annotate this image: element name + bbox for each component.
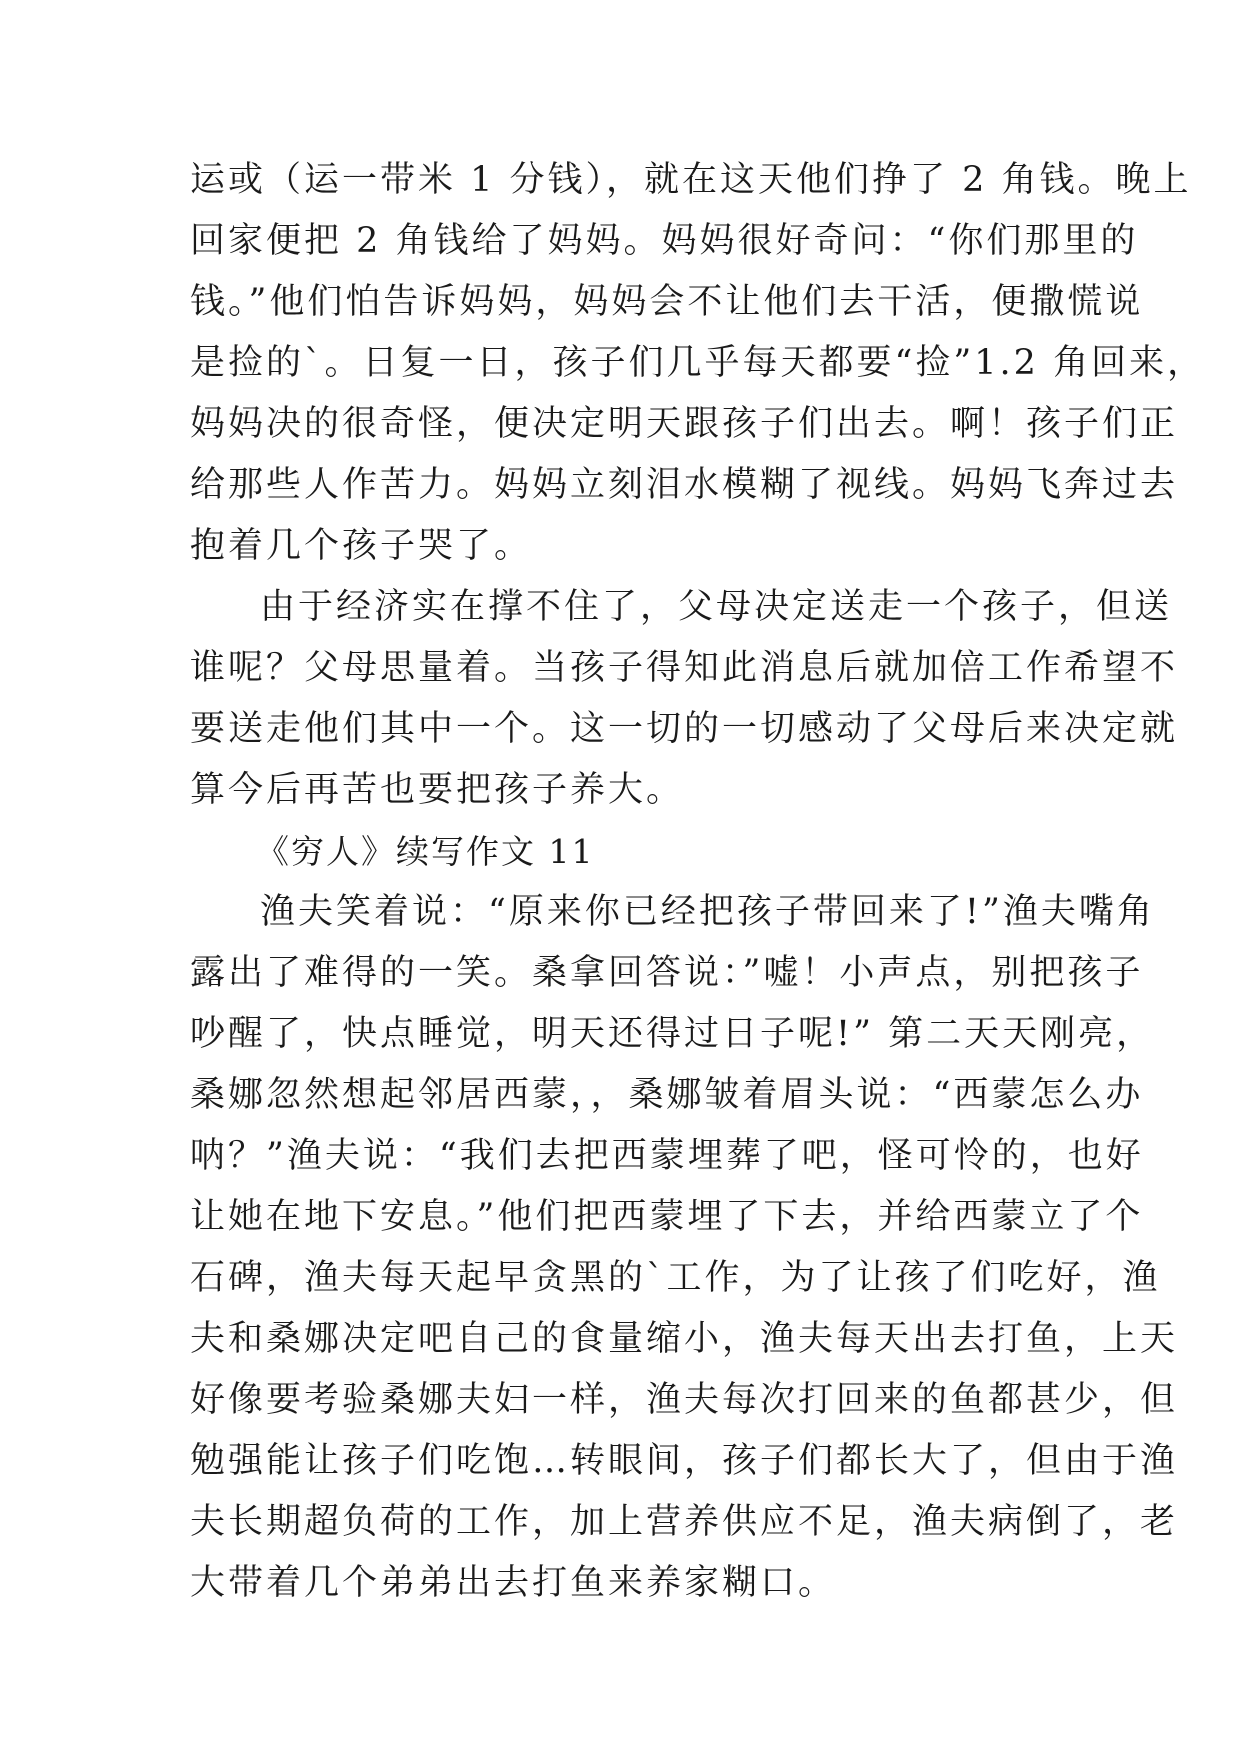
- text-line: 夫和桑娜决定吧自己的食量缩小，渔夫每天出去打鱼，上天: [190, 1319, 1179, 1359]
- text-line: 算今后再苦也要把孩子养大。: [190, 770, 685, 810]
- text-line: 渔夫笑着说：“原来你已经把孩子带回来了!”渔夫嘴角: [260, 892, 1155, 932]
- text-line: 要送走他们其中一个。这一切的一切感动了父母后来决定就: [190, 709, 1179, 749]
- text-line: 谁呢？父母思量着。当孩子得知此消息后就加倍工作希望不: [190, 648, 1179, 688]
- text-line: 吵醒了，快点睡觉，明天还得过日子呢!” 第二天天刚亮，: [190, 1014, 1155, 1054]
- section-heading: 《穷人》续写作文 11: [256, 832, 595, 871]
- paragraph: [190, 577, 1179, 821]
- text-line: 妈妈决的很奇怪，便决定明天跟孩子们出去。啊！孩子们正: [190, 404, 1179, 444]
- paragraph: [190, 882, 1179, 1614]
- text-line: 是捡的`。日复一日，孩子们几乎每天都要“捡”1.2 角回来，: [190, 343, 1206, 383]
- text-line: 钱。”他们怕告诉妈妈，妈妈会不让他们去干活，便撒慌说: [190, 282, 1144, 322]
- text-line: 运或（运一带米 1 分钱），就在这天他们挣了 2 角钱。晚上: [190, 160, 1192, 200]
- text-line: 露出了难得的一笑。桑拿回答说：”嘘！小声点，别把孩子: [190, 953, 1144, 993]
- document-page: [190, 150, 1206, 1614]
- text-line: 大带着几个弟弟出去打鱼来养家糊口。: [190, 1563, 837, 1603]
- text-line: 由于经济实在撑不住了，父母决定送走一个孩子，但送: [260, 587, 1173, 627]
- text-line: 呐？”渔夫说：“我们去把西蒙埋葬了吧，怪可怜的，也好: [190, 1136, 1144, 1176]
- text-line: 给那些人作苦力。妈妈立刻泪水模糊了视线。妈妈飞奔过去: [190, 465, 1179, 505]
- text-line: 桑娜忽然想起邻居西蒙，，桑娜皱着眉头说：“西蒙怎么办: [190, 1075, 1144, 1115]
- text-line: 勉强能让孩子们吃饱…转眼间，孩子们都长大了，但由于渔: [190, 1441, 1179, 1481]
- text-line: 抱着几个孩子哭了。: [190, 526, 533, 566]
- text-line: 石碑，渔夫每天起早贪黑的`工作，为了让孩了们吃好，渔: [190, 1258, 1161, 1298]
- text-line: 好像要考验桑娜夫妇一样，渔夫每次打回来的鱼都甚少，但: [190, 1380, 1179, 1420]
- paragraph: [190, 150, 1206, 577]
- text-line: 让她在地下安息。”他们把西蒙埋了下去，并给西蒙立了个: [190, 1197, 1144, 1237]
- text-line: 夫长期超负荷的工作，加上营养供应不足，渔夫病倒了，老: [190, 1502, 1179, 1542]
- text-line: 回家便把 2 角钱给了妈妈。妈妈很好奇问：“你们那里的: [190, 221, 1139, 261]
